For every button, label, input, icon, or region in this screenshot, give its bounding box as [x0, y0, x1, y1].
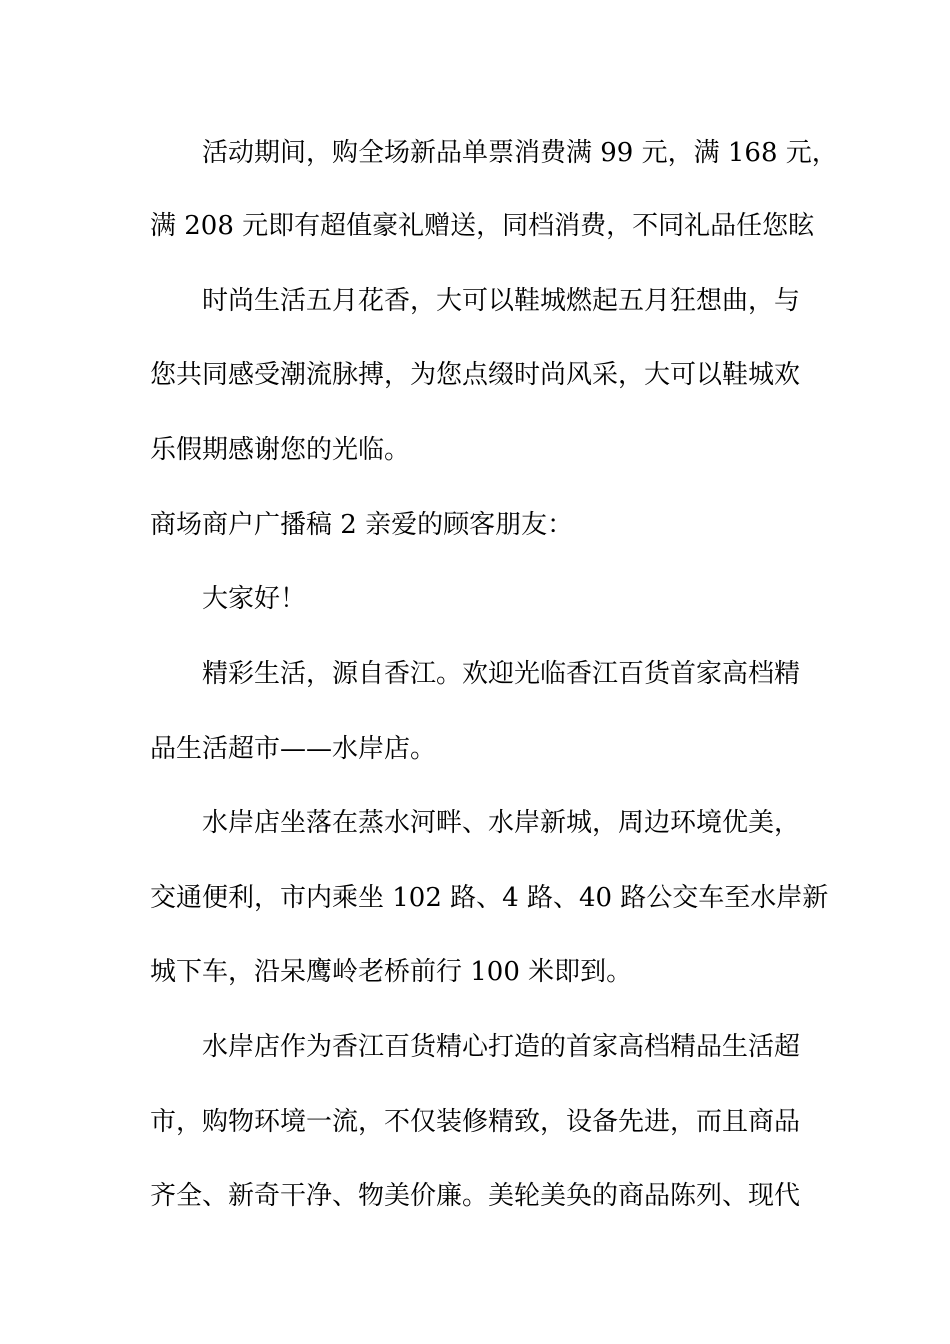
paragraph-line: 水岸店作为香江百货精心打造的首家高档精品生活超 [202, 1032, 801, 1062]
paragraph-line: 交通便利，市内乘坐 102 路、4 路、40 路公交车至水岸新 [150, 883, 829, 913]
paragraph-line: 城下车，沿呆鹰岭老桥前行 100 米即到。 [150, 957, 633, 987]
paragraph-line: 市，购物环境一流，不仅装修精致，设备先进，而且商品 [150, 1107, 801, 1137]
paragraph-line: 水岸店坐落在蒸水河畔、水岸新城，周边环境优美， [202, 808, 801, 838]
paragraph-line: 您共同感受潮流脉搏，为您点缀时尚风采，大可以鞋城欢 [150, 360, 801, 390]
paragraph-line: 活动期间，购全场新品单票消费满 99 元，满 168 元， [202, 138, 838, 168]
paragraph-line: 齐全、新奇干净、物美价廉。美轮美奂的商品陈列、现代 [150, 1181, 801, 1211]
paragraph-line: 时尚生活五月花香，大可以鞋城燃起五月狂想曲，与 [202, 286, 801, 316]
greeting-line: 大家好！ [202, 584, 307, 614]
paragraph-line: 满 208 元即有超值豪礼赠送，同档消费，不同礼品任您眩 [150, 211, 815, 241]
paragraph-line: 乐假期感谢您的光临。 [150, 435, 411, 465]
heading-line: 商场商户广播稿 2 亲爱的顾客朋友： [150, 510, 574, 540]
paragraph-line: 品生活超市——水岸店。 [150, 734, 437, 764]
paragraph-line: 精彩生活，源自香江。欢迎光临香江百货首家高档精 [202, 659, 801, 689]
